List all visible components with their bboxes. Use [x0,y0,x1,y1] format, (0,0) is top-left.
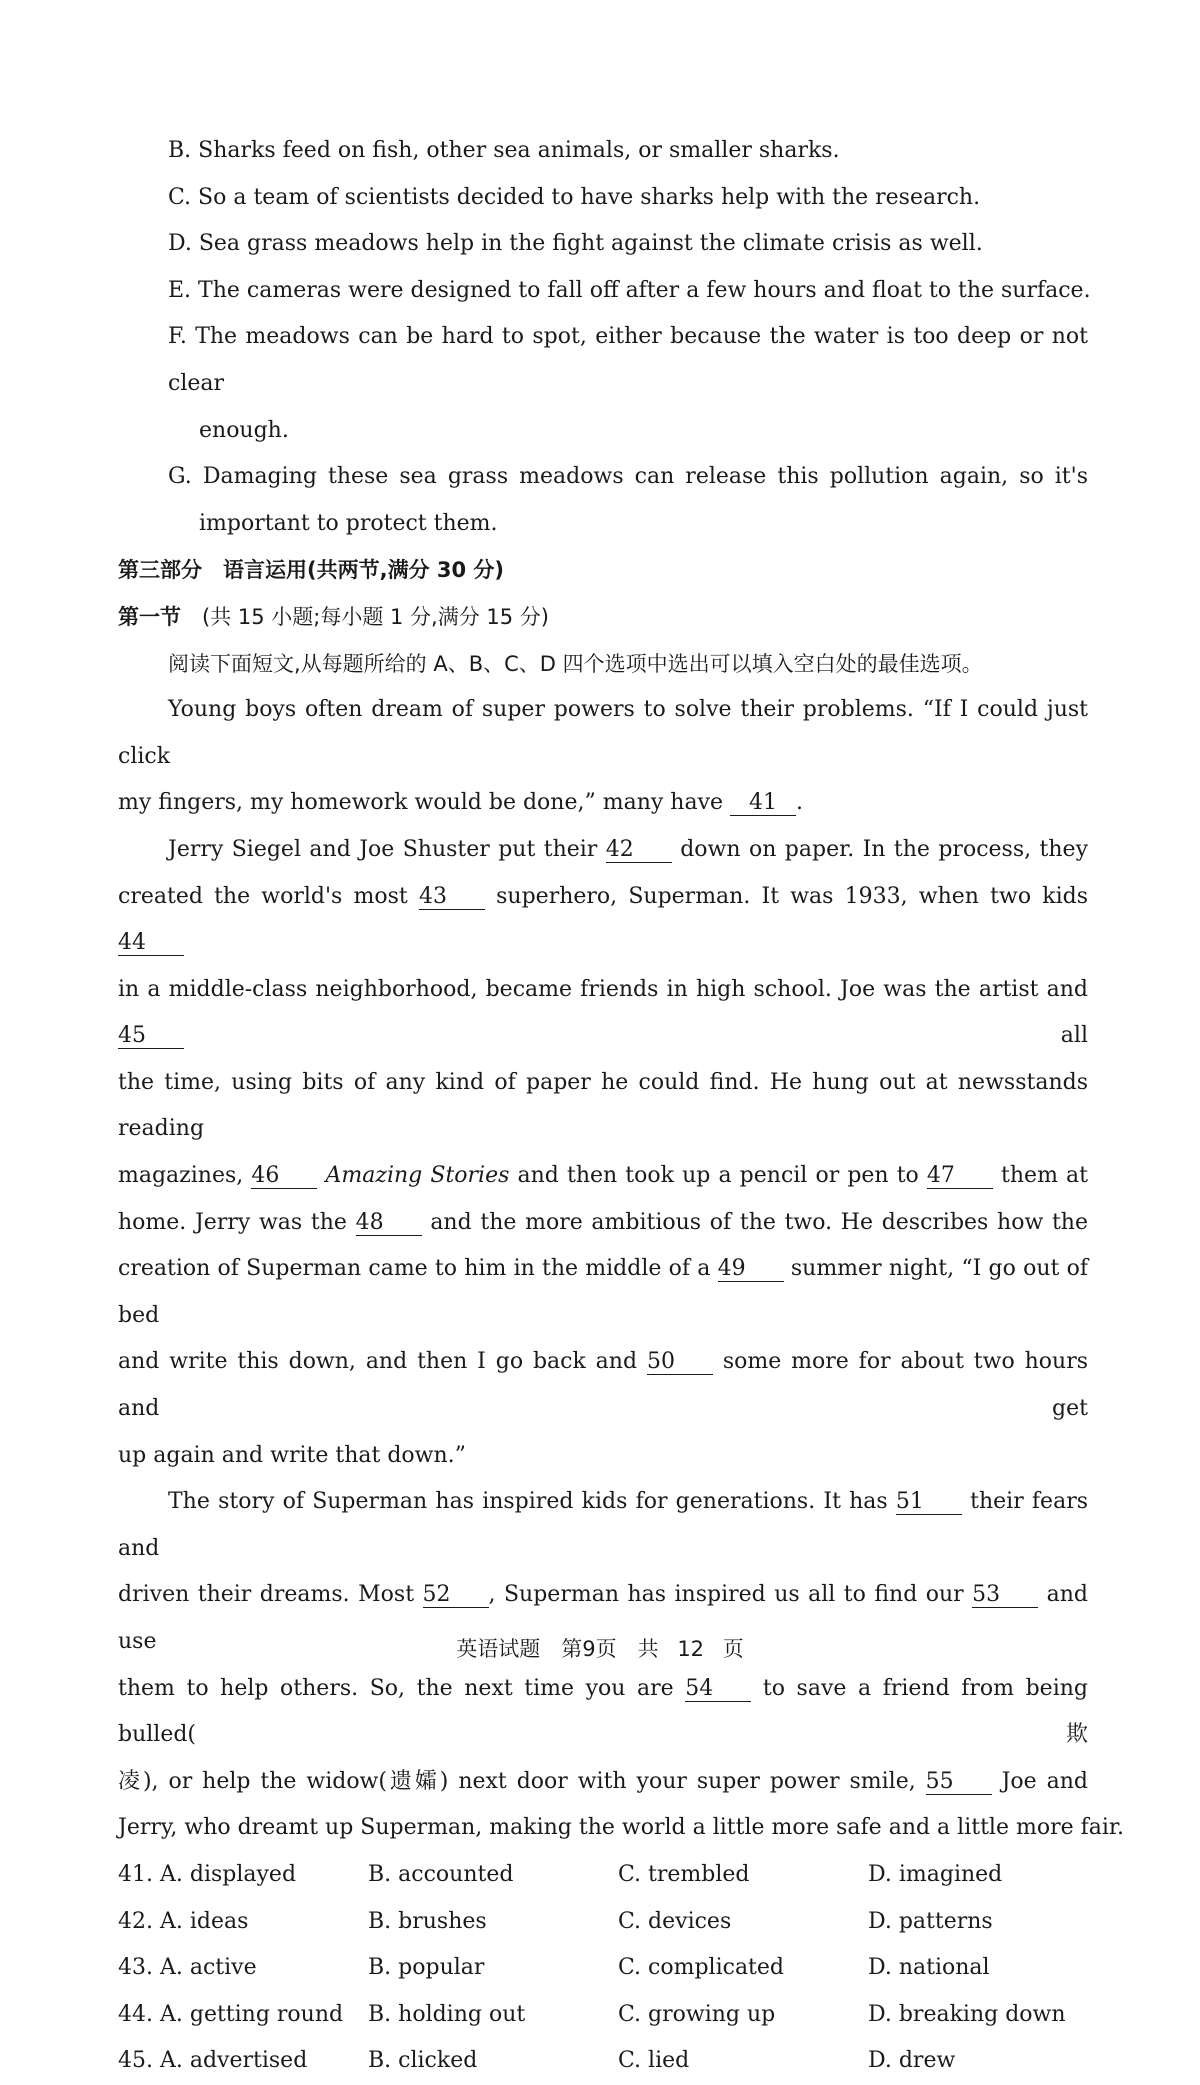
choice-42-a: 42. A. ideas [118,1908,249,1934]
choice-44-b: B. holding out [368,2001,526,2027]
choice-42-b: B. brushes [368,1908,487,1934]
passage-line: home. Jerry was the 48 and the more ambitious of the two. He describes how the [118,1209,1089,1235]
blank-45: 45 [118,1024,184,1049]
magazine-title: Amazing Stories [325,1163,510,1189]
option-g-line2: important to protect them. [199,510,498,536]
choice-45-c: C. lied [618,2048,690,2074]
blank-49: 49 [718,1257,784,1282]
choice-43-c: C. complicated [618,1955,784,1981]
passage-line: them to help others. So, the next time you are 54 to save a friend from being bulled(欺 [118,1675,1088,1748]
choice-45-a: 45. A. advertised [118,2048,308,2074]
passage-line: and write this down, and then I go back and 50 some more for about two hours and get [118,1349,1088,1422]
option-c: C. So a team of scientists decided to have sharks help with the research. [168,184,981,210]
passage-line: Young boys often dream of super powers to solve their problems. “If I could just click [118,697,1088,769]
passage-line: The story of Superman has inspired kids for generations. It has 51 their fears and [118,1489,1089,1561]
choice-42-d: D. patterns [868,1908,993,1934]
blank-44: 44 [118,931,184,956]
choice-44-c: C. growing up [618,2001,776,2027]
choice-42-c: C. devices [618,1908,732,1934]
option-f-line2: enough. [199,417,289,443]
blank-48: 48 [356,1211,422,1236]
blank-46: 46 [251,1164,317,1189]
passage-line: in a middle-class neighborhood, became friends in high school. Joe was the artist and 45 all [118,976,1088,1049]
blank-43: 43 [419,885,485,910]
answer-choices [118,1852,1088,2085]
subsection-heading [118,594,1088,641]
choice-41-d: D. imagined [868,1861,1003,1887]
instruction-text: 阅读下面短文,从每题所给的 A、B、C、D 四个选项中选出可以填入空白处的最佳选项。 [168,651,983,676]
passage-line: 凌), or help the widow(遗孀) next door with your super power smile, 55 Joe and [118,1768,1088,1794]
passage-line: Jerry Siegel and Joe Shuster put their 42 down on paper. In the process, they [168,836,1088,862]
choice-43-d: D. national [868,1955,990,1981]
option-g-line1: G. Damaging these sea grass meadows can release this pollution again, so it's [168,464,1088,490]
blank-50: 50 [647,1350,713,1375]
choice-41-a: 41. A. displayed [118,1861,297,1887]
passage-line: up again and write that down.” [118,1442,466,1468]
blank-55: 55 [926,1770,992,1795]
blank-41: 41 [730,791,796,816]
subsection-label: 第一节 [118,604,181,629]
blank-42: 42 [606,838,672,863]
option-d: D. Sea grass meadows help in the fight against the climate crisis as well. [168,231,983,257]
exam-page [118,128,1124,2085]
passage-line: driven their dreams. Most 52 , Superman has inspired us all to find our 53 and use [118,1582,1088,1654]
blank-54: 54 [685,1677,751,1702]
choice-41-b: B. accounted [368,1861,514,1887]
choice-44-d: D. breaking down [868,2001,1066,2027]
option-b: B. Sharks feed on fish, other sea animals, or smaller sharks. [168,138,840,163]
page-footer: 英语试题 第9页 共 12 页 [456,1637,744,1661]
passage-line: Jerry, who dreamt up Superman, making the world a little more safe and a little more fair. [118,1815,1124,1841]
section-heading: 第三部分 语言运用(共两节,满分 30 分) [118,558,505,583]
blank-47: 47 [927,1164,993,1189]
choice-44-a: 44. A. getting round [118,2001,344,2027]
choice-41-c: C. trembled [618,1861,750,1887]
option-e: E. The cameras were designed to fall off after a few hours and float to the surface. [168,277,1091,303]
blank-52: 52 [423,1583,489,1608]
choice-45-d: D. drew [868,2048,956,2074]
choice-43-a: 43. A. active [118,1955,257,1981]
choice-43-b: B. popular [368,1955,485,1981]
blank-51: 51 [896,1490,962,1515]
choice-45-b: B. clicked [368,2048,478,2074]
passage-line: my fingers, my homework would be done,” many have 41 . [118,790,804,816]
subsection-note: (共 15 小题;每小题 1 分,满分 15 分) [181,604,549,629]
passage-line: created the world's most 43 superhero, Superman. It was 1933, when two kids 44 [118,883,1088,956]
blank-53: 53 [972,1583,1038,1608]
passage-line: magazines, 46 Amazing Stories and then took up a pencil or pen to 47 them at [118,1163,1088,1189]
passage-line: the time, using bits of any kind of paper he could find. He hung out at newsstands reading [118,1069,1088,1142]
passage-line: creation of Superman came to him in the middle of a 49 summer night, “I go out of bed [118,1256,1088,1328]
option-f-line1: F. The meadows can be hard to spot, either because the water is too deep or not clear [168,324,1088,396]
